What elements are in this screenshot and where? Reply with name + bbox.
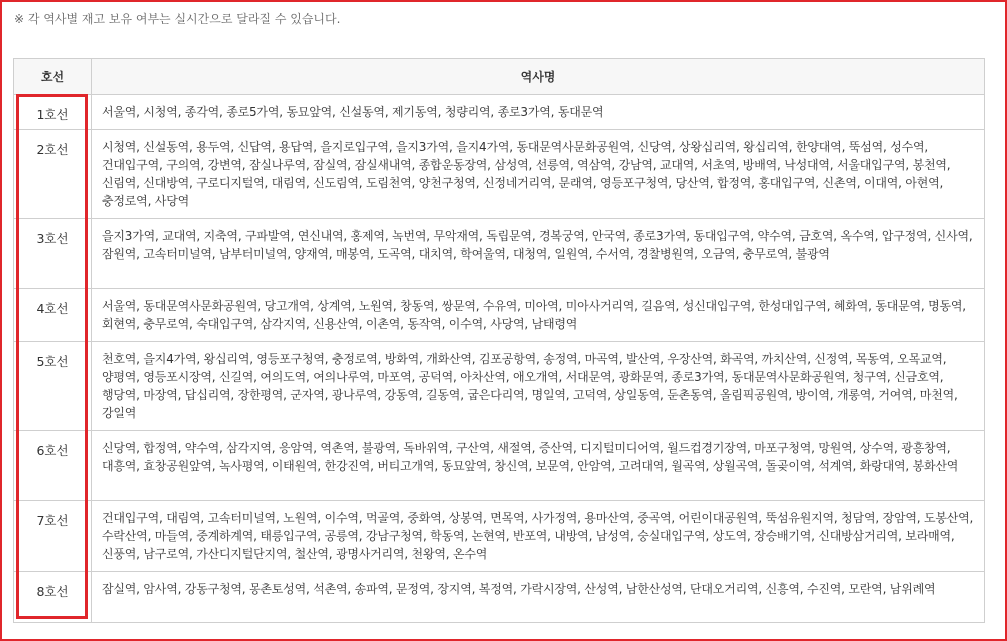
table-row xyxy=(14,501,985,572)
table-row xyxy=(14,289,985,342)
stations-cell: 서울역, 동대문역사문화공원역, 당고개역, 상계역, 노원역, 창동역, 쌍문역, 수유역, 미아역, 미아사거리역, 길음역, 성신대입구역, 한성대입구역, 혜화역, 동대문역, 명동역, 회현역, 충무로역, 숙대입구역, 삼각지역, 신용산역, 이촌역, 동작역, 이수역, 사당역, 남태령역 xyxy=(92,289,985,342)
stations-cell: 서울역, 시청역, 종각역, 종로5가역, 동묘앞역, 신설동역, 제기동역, 청량리역, 종로3가역, 동대문역 xyxy=(92,95,985,130)
table-header-row xyxy=(14,59,985,95)
line-cell: 1호선 xyxy=(14,95,92,130)
stations-cell: 을지3가역, 교대역, 지축역, 구파발역, 연신내역, 홍제역, 녹번역, 무악재역, 독립문역, 경복궁역, 안국역, 종로3가역, 동대입구역, 약수역, 금호역, 옥수역, 압구정역, 신사역, 잠원역, 고속터미널역, 남부터미널역, 양재역, 매봉역, 도곡역, 대치역, 학여울역, 대청역, 일원역, 수서역, 경찰병원역, 오금역, 충무로역, 불광역 xyxy=(92,219,985,289)
line-cell: 8호선 xyxy=(14,572,92,623)
line-cell: 4호선 xyxy=(14,289,92,342)
stations-cell: 잠실역, 암사역, 강동구청역, 몽촌토성역, 석촌역, 송파역, 문정역, 장지역, 복정역, 가락시장역, 산성역, 남한산성역, 단대오거리역, 신흥역, 수진역, 모란역, 남위례역 xyxy=(92,572,985,623)
table-row xyxy=(14,342,985,431)
stock-notice: ※ 각 역사별 재고 보유 여부는 실시간으로 달라질 수 있습니다. xyxy=(14,12,341,26)
table-row xyxy=(14,572,985,623)
line-cell: 2호선 xyxy=(14,130,92,219)
line-cell: 5호선 xyxy=(14,342,92,431)
table-row xyxy=(14,431,985,501)
station-table xyxy=(13,58,985,623)
stations-cell: 건대입구역, 대림역, 고속터미널역, 노원역, 이수역, 먹골역, 중화역, 상봉역, 면목역, 사가정역, 용마산역, 중곡역, 어린이대공원역, 뚝섬유원지역, 청담역, 장암역, 도봉산역, 수락산역, 마들역, 중계하계역, 태릉입구역, 공릉역, 강남구청역, 학동역, 논현역, 반포역, 내방역, 남성역, 숭실대입구역, 상도역, 장승배기역, 신대방삼거리역, 보라매역, 신풍역, 남구로역, 가산디지털단지역, 철산역, 광명사거리역, 천왕역, 온수역 xyxy=(92,501,985,572)
header-line: 호선 xyxy=(14,59,92,95)
stations-cell: 신당역, 합정역, 약수역, 삼각지역, 응암역, 역촌역, 불광역, 독바위역, 구산역, 새절역, 증산역, 디지털미디어역, 월드컵경기장역, 마포구청역, 망원역, 상수역, 광흥창역, 대흥역, 효창공원앞역, 녹사평역, 이태원역, 한강진역, 버티고개역, 동묘앞역, 창신역, 보문역, 안암역, 고려대역, 월곡역, 상월곡역, 돌곶이역, 석계역, 화랑대역, 봉화산역 xyxy=(92,431,985,501)
stations-cell: 시청역, 신설동역, 용두역, 신답역, 용답역, 을지로입구역, 을지3가역, 을지4가역, 동대문역사문화공원역, 신당역, 상왕십리역, 왕십리역, 한양대역, 뚝섬역, 성수역, 건대입구역, 구의역, 강변역, 잠실나루역, 잠실역, 잠실새내역, 종합운동장역, 삼성역, 선릉역, 역삼역, 강남역, 교대역, 서초역, 방배역, 낙성대역, 서울대입구역, 봉천역, 신림역, 신대방역, 구로디지털역, 대림역, 신도림역, 도림천역, 양천구청역, 신정네거리역, 문래역, 영등포구청역, 당산역, 합정역, 홍대입구역, 신촌역, 이대역, 아현역, 충정로역, 사당역 xyxy=(92,130,985,219)
line-cell: 3호선 xyxy=(14,219,92,289)
header-stations: 역사명 xyxy=(92,59,985,95)
table-row xyxy=(14,95,985,130)
table-row xyxy=(14,130,985,219)
line-cell: 7호선 xyxy=(14,501,92,572)
stations-cell: 천호역, 을지4가역, 왕십리역, 영등포구청역, 충정로역, 방화역, 개화산역, 김포공항역, 송정역, 마곡역, 발산역, 우장산역, 화곡역, 까치산역, 신정역, 목동역, 오목교역, 양평역, 영등포시장역, 신길역, 여의도역, 여의나루역, 마포역, 공덕역, 아차산역, 애오개역, 서대문역, 광화문역, 종로3가역, 동대문역사문화공원역, 청구역, 신금호역, 행당역, 마장역, 답십리역, 장한평역, 군자역, 광나루역, 강동역, 길동역, 굽은다리역, 명일역, 고덕역, 상일동역, 둔촌동역, 올림픽공원역, 방이역, 개롱역, 거여역, 마천역, 강일역 xyxy=(92,342,985,431)
line-cell: 6호선 xyxy=(14,431,92,501)
table-row xyxy=(14,219,985,289)
